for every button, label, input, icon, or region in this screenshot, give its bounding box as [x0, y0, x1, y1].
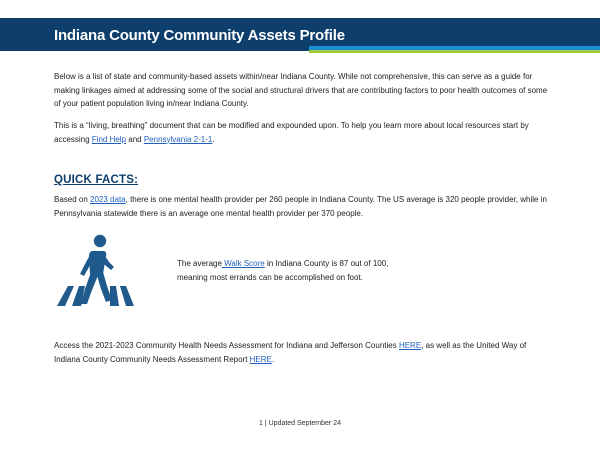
resources-text-before: This is a “living, breathing” document that can be modified and expounded upon. To help you learn more about local resources start by accessing — [54, 121, 529, 144]
walk-text-after: in Indiana County is 87 out of 100, — [264, 259, 389, 268]
page-footer: 1 | Updated September 24 — [259, 420, 341, 427]
quick-facts-heading: QUICK FACTS: — [54, 174, 139, 186]
fact-text-before: Based on — [54, 195, 91, 204]
walk-score-line2: meaning most errands can be accomplished on foot. — [177, 272, 363, 282]
walk-text-before: The average — [177, 259, 222, 268]
find-help-link[interactable]: Find Help — [91, 134, 127, 144]
walk-score-line1 — [177, 257, 437, 271]
pedestrian-crossing-icon — [54, 234, 136, 308]
chna-here-link[interactable]: HERE — [398, 341, 422, 350]
intro-paragraph: Below is a list of state and community-based assets within/near Indiana County. While not comprehensive, this can serve as a guide for making linkages aimed at addressing some of the social and structural drivers that are contributing factors to poor health outcomes of some of your patient population living in/near Indiana County. — [54, 72, 548, 108]
walk-score-link[interactable]: Walk Score — [221, 259, 265, 268]
mental-health-fact — [54, 193, 550, 220]
2023-data-link[interactable]: 2023 data — [90, 195, 126, 204]
fact-text-after: , there is one mental health provider per 260 people in Indiana County. The US average is 320 people provider, while in Pennsylvania statewide there is an average one mental health provider per 370 people. — [54, 195, 547, 218]
page-title: Indiana County Community Assets Profile — [54, 27, 345, 44]
assessment-text-mid: , as well as the United Way of Indiana County Community Needs Assessment Report — [54, 341, 527, 364]
assessment-text-after: . — [271, 354, 275, 364]
resources-text-mid: and — [126, 134, 144, 144]
pennsylvania-211-link[interactable]: Pennsylvania 2-1-1 — [143, 134, 213, 144]
resources-paragraph — [54, 119, 550, 146]
assessment-text-before: Access the 2021-2023 Community Health Needs Assessment for Indiana and Jefferson Counties — [54, 341, 399, 350]
walk-score-fact — [177, 257, 437, 284]
assessment-paragraph — [54, 339, 550, 366]
united-way-here-link[interactable]: HERE — [249, 354, 272, 364]
resources-text-after: . — [212, 134, 215, 144]
header-accent-stripe-green — [309, 50, 600, 53]
